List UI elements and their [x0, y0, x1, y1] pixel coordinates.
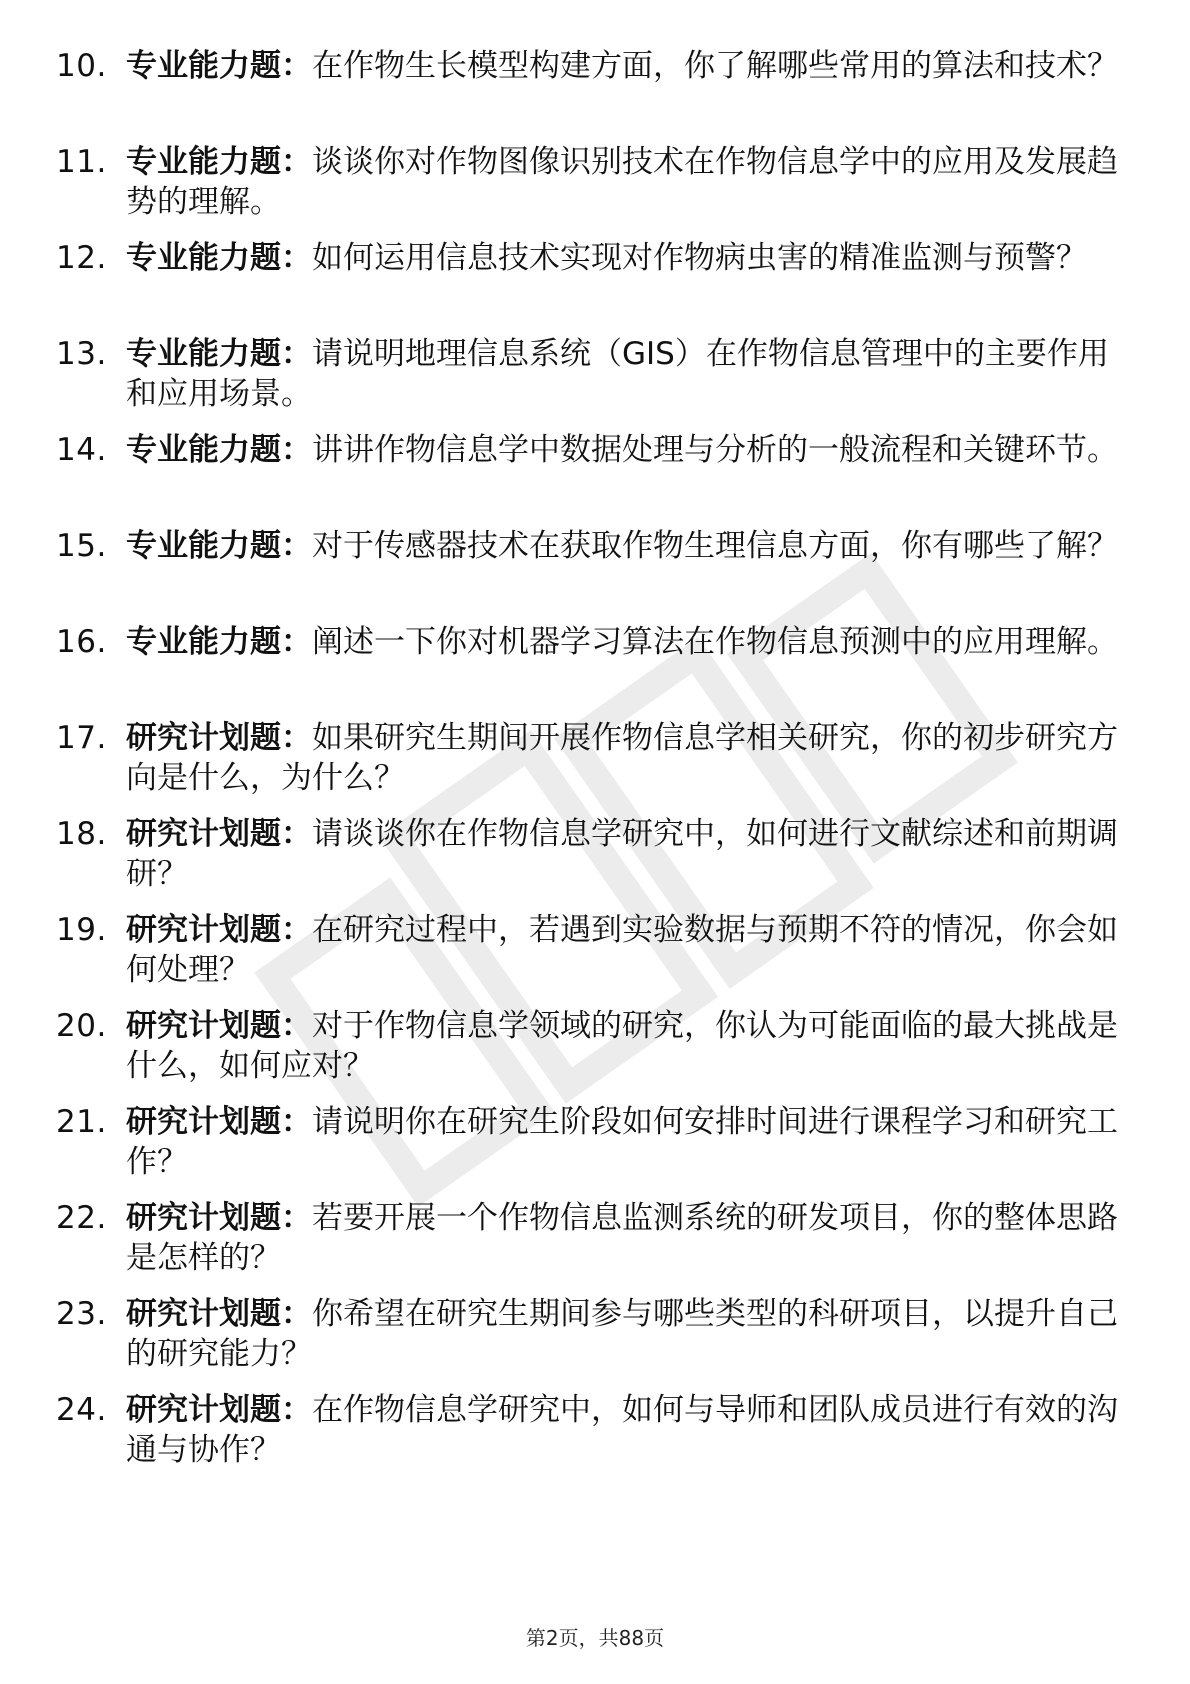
question-category: 专业能力题：: [126, 336, 312, 372]
question-body: [126, 814, 1120, 894]
question-text: 若要开展一个作物信息监测系统的研发项目，你的整体思路是怎样的？: [126, 1200, 1118, 1276]
question-item: [56, 46, 1120, 142]
question-category: 研究计划题：: [126, 912, 312, 948]
question-number: 20.: [56, 1008, 107, 1044]
question-list: [56, 46, 1120, 1486]
question-item: [56, 1006, 1120, 1102]
question-body: [126, 1390, 1120, 1470]
question-item: [56, 814, 1120, 910]
question-body: [126, 1102, 1120, 1182]
question-item: [56, 1198, 1120, 1294]
question-category: 专业能力题：: [126, 144, 312, 180]
question-category: 研究计划题：: [126, 1200, 312, 1236]
question-body: [126, 238, 1120, 278]
question-category: 专业能力题：: [126, 432, 312, 468]
question-number: 23.: [56, 1296, 107, 1332]
question-number: 12.: [56, 240, 107, 276]
question-category: 研究计划题：: [126, 720, 312, 756]
question-number: 24.: [56, 1392, 107, 1428]
question-number: 11.: [56, 144, 107, 180]
question-number: 17.: [56, 720, 107, 756]
question-category: 专业能力题：: [126, 624, 312, 660]
question-number: 14.: [56, 432, 107, 468]
question-text: 谈谈你对作物图像识别技术在作物信息学中的应用及发展趋势的理解。: [126, 144, 1118, 220]
question-number: 22.: [56, 1200, 107, 1236]
question-number: 21.: [56, 1104, 107, 1140]
question-text: 在作物信息学研究中，如何与导师和团队成员进行有效的沟通与协作？: [126, 1392, 1118, 1468]
question-number: 18.: [56, 816, 107, 852]
question-text: 如何运用信息技术实现对作物病虫害的精准监测与预警？: [312, 240, 1087, 276]
question-text: 如果研究生期间开展作物信息学相关研究，你的初步研究方向是什么，为什么？: [126, 720, 1118, 796]
question-category: 研究计划题：: [126, 1104, 312, 1140]
question-text: 阐述一下你对机器学习算法在作物信息预测中的应用理解。: [312, 624, 1118, 660]
question-category: 研究计划题：: [126, 1392, 312, 1428]
question-text: 在研究过程中，若遇到实验数据与预期不符的情况，你会如何处理？: [126, 912, 1118, 988]
question-category: 专业能力题：: [126, 240, 312, 276]
question-body: [126, 142, 1120, 222]
question-number: 16.: [56, 624, 107, 660]
question-body: [126, 46, 1120, 86]
question-text: 请说明地理信息系统（GIS）在作物信息管理中的主要作用和应用场景。: [126, 336, 1109, 412]
question-text: 在作物生长模型构建方面，你了解哪些常用的算法和技术？: [312, 48, 1118, 84]
question-body: [126, 622, 1120, 662]
question-item: [56, 1102, 1120, 1198]
question-item: [56, 1294, 1120, 1390]
question-number: 10.: [56, 48, 107, 84]
page-number-label: 第2页，共88页: [525, 1626, 665, 1650]
question-category: 研究计划题：: [126, 816, 312, 852]
question-category: 专业能力题：: [126, 48, 312, 84]
question-body: [126, 526, 1120, 566]
question-item: [56, 910, 1120, 1006]
question-item: [56, 526, 1120, 622]
question-text: 讲讲作物信息学中数据处理与分析的一般流程和关键环节。: [312, 432, 1118, 468]
question-body: [126, 1294, 1120, 1374]
question-body: [126, 718, 1120, 798]
question-number: 13.: [56, 336, 107, 372]
question-category: 研究计划题：: [126, 1008, 312, 1044]
question-number: 15.: [56, 528, 107, 564]
question-item: [56, 430, 1120, 526]
question-item: [56, 622, 1120, 718]
question-item: [56, 334, 1120, 430]
question-body: [126, 1198, 1120, 1278]
question-text: 请谈谈你在作物信息学研究中，如何进行文献综述和前期调研？: [126, 816, 1118, 892]
question-text: 你希望在研究生期间参与哪些类型的科研项目，以提升自己的研究能力？: [126, 1296, 1118, 1372]
question-item: [56, 142, 1120, 238]
page-footer: [0, 1622, 1190, 1651]
question-body: [126, 430, 1120, 470]
question-number: 19.: [56, 912, 107, 948]
question-text: 对于传感器技术在获取作物生理信息方面，你有哪些了解？: [312, 528, 1118, 564]
question-category: 研究计划题：: [126, 1296, 312, 1332]
question-item: [56, 238, 1120, 334]
question-body: [126, 1006, 1120, 1086]
question-item: [56, 1390, 1120, 1486]
question-text: 请说明你在研究生阶段如何安排时间进行课程学习和研究工作？: [126, 1104, 1118, 1180]
question-item: [56, 718, 1120, 814]
question-text: 对于作物信息学领域的研究，你认为可能面临的最大挑战是什么，如何应对？: [126, 1008, 1118, 1084]
question-body: [126, 334, 1120, 414]
question-category: 专业能力题：: [126, 528, 312, 564]
question-body: [126, 910, 1120, 990]
